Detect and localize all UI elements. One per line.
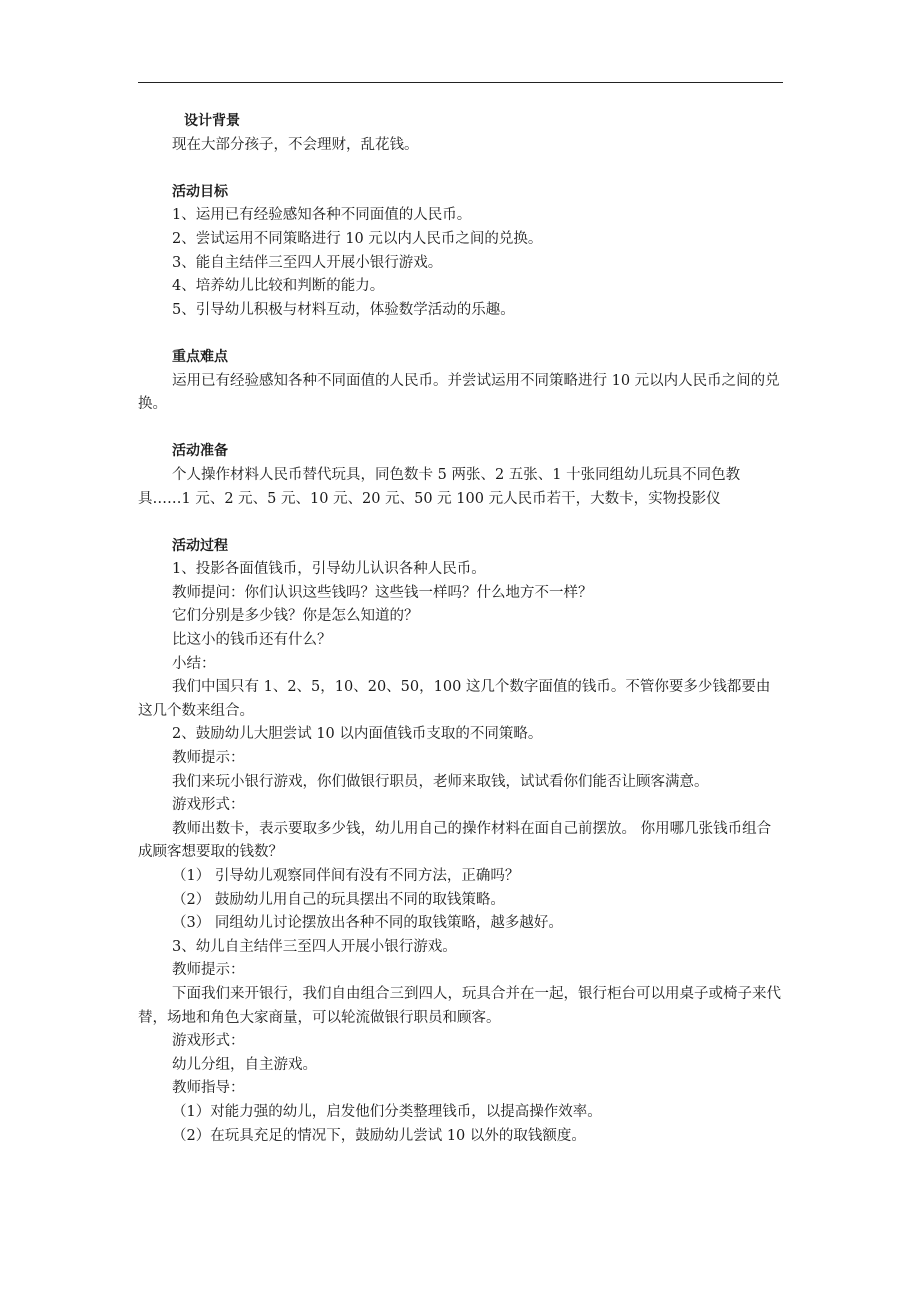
paragraph: 运用已有经验感知各种不同面值的人民币。并尝试运用不同策略进行 10 元以内人民币之间的兑换。	[138, 372, 780, 413]
list-item: （1） 引导幼儿观察同伴间有没有不同方法，正确吗？	[172, 868, 520, 884]
list-item: （2）在玩具充足的情况下，鼓励幼儿尝试 10 以外的取钱额度。	[172, 1127, 586, 1144]
paragraph: 我们中国只有 1、2、5，10、20、50，100 这几个数字面值的钱币。不管你要多少钱都要由这几个数来组合。	[138, 679, 771, 719]
list-item: 1、运用已有经验感知各种不同面值的人民币。	[172, 207, 472, 224]
paragraph: 现在大部分孩子，不会理财，乱花钱。	[172, 136, 419, 153]
list-item: 2、尝试运用不同策略进行 10 元以内人民币之间的兑换。	[172, 230, 543, 247]
paragraph: 教师提示：	[172, 750, 245, 767]
section-heading-activity-preparation: 活动准备	[172, 443, 228, 460]
paragraph: 教师提问：你们认识这些钱吗？这些钱一样吗？什么地方不一样？	[172, 584, 593, 601]
paragraph: 教师提示：	[172, 962, 245, 979]
paragraph: 教师指导：	[172, 1080, 245, 1097]
section-heading-activity-goals: 活动目标	[172, 183, 228, 200]
paragraph: 下面我们来开银行，我们自由组合三到四人，玩具合并在一起，银行柜台可以用桌子或椅子来代替，场地和角色大家商量，可以轮流做银行职员和顾客。	[138, 985, 781, 1026]
paragraph: 我们来玩小银行游戏，你们做银行职员，老师来取钱，试试看你们能否让顾客满意。	[172, 773, 709, 790]
list-item: 3、能自主结伴三至四人开展小银行游戏。	[172, 254, 443, 271]
paragraph: 幼儿分组，自主游戏。	[172, 1056, 317, 1073]
paragraph: 比这小的钱币还有什么？	[172, 632, 332, 649]
paragraph: 3、幼儿自主结伴三至四人开展小银行游戏。	[172, 938, 457, 955]
list-item: （2） 鼓励幼儿用自己的玩具摆出不同的取钱策略。	[172, 891, 505, 908]
list-item: 4、培养幼儿比较和判断的能力。	[172, 278, 385, 295]
document-page	[138, 0, 783, 1302]
paragraph: 游戏形式：	[172, 1033, 245, 1050]
section-heading-activity-process: 活动过程	[172, 537, 228, 554]
list-item: （3） 同组幼儿讨论摆放出各种不同的取钱策略，越多越好。	[172, 915, 563, 932]
list-item: （1）对能力强的幼儿，启发他们分类整理钱币，以提高操作效率。	[172, 1103, 602, 1120]
document-body	[138, 110, 783, 1148]
paragraph: 小结：	[172, 655, 216, 672]
paragraph: 1、投影各面值钱币，引导幼儿认识各种人民币。	[172, 561, 486, 578]
paragraph: 个人操作材料人民币替代玩具，同色数卡 5 两张、2 五张、1 十张同组幼儿玩具不同色教具……1 元、2 元、5 元、10 元、20 元、50 元 100 元人民币若干，大数卡，实物投影仪	[138, 466, 741, 507]
list-item: 5、引导幼儿积极与材料互动，体验数学活动的乐趣。	[172, 301, 515, 318]
section-heading-design-background: 设计背景	[184, 113, 240, 129]
section-heading-key-difficulties: 重点难点	[172, 348, 228, 365]
paragraph: 2、鼓励幼儿大胆尝试 10 以内面值钱币支取的不同策略。	[172, 726, 543, 743]
header-rule	[138, 82, 783, 83]
paragraph: 它们分别是多少钱？你是怎么知道的？	[172, 608, 419, 625]
paragraph: 教师出数卡，表示要取多少钱，幼儿用自己的操作材料在面自己前摆放。 你用哪几张钱币组合成顾客想要取的钱数？	[138, 820, 772, 861]
paragraph: 游戏形式：	[172, 797, 245, 814]
